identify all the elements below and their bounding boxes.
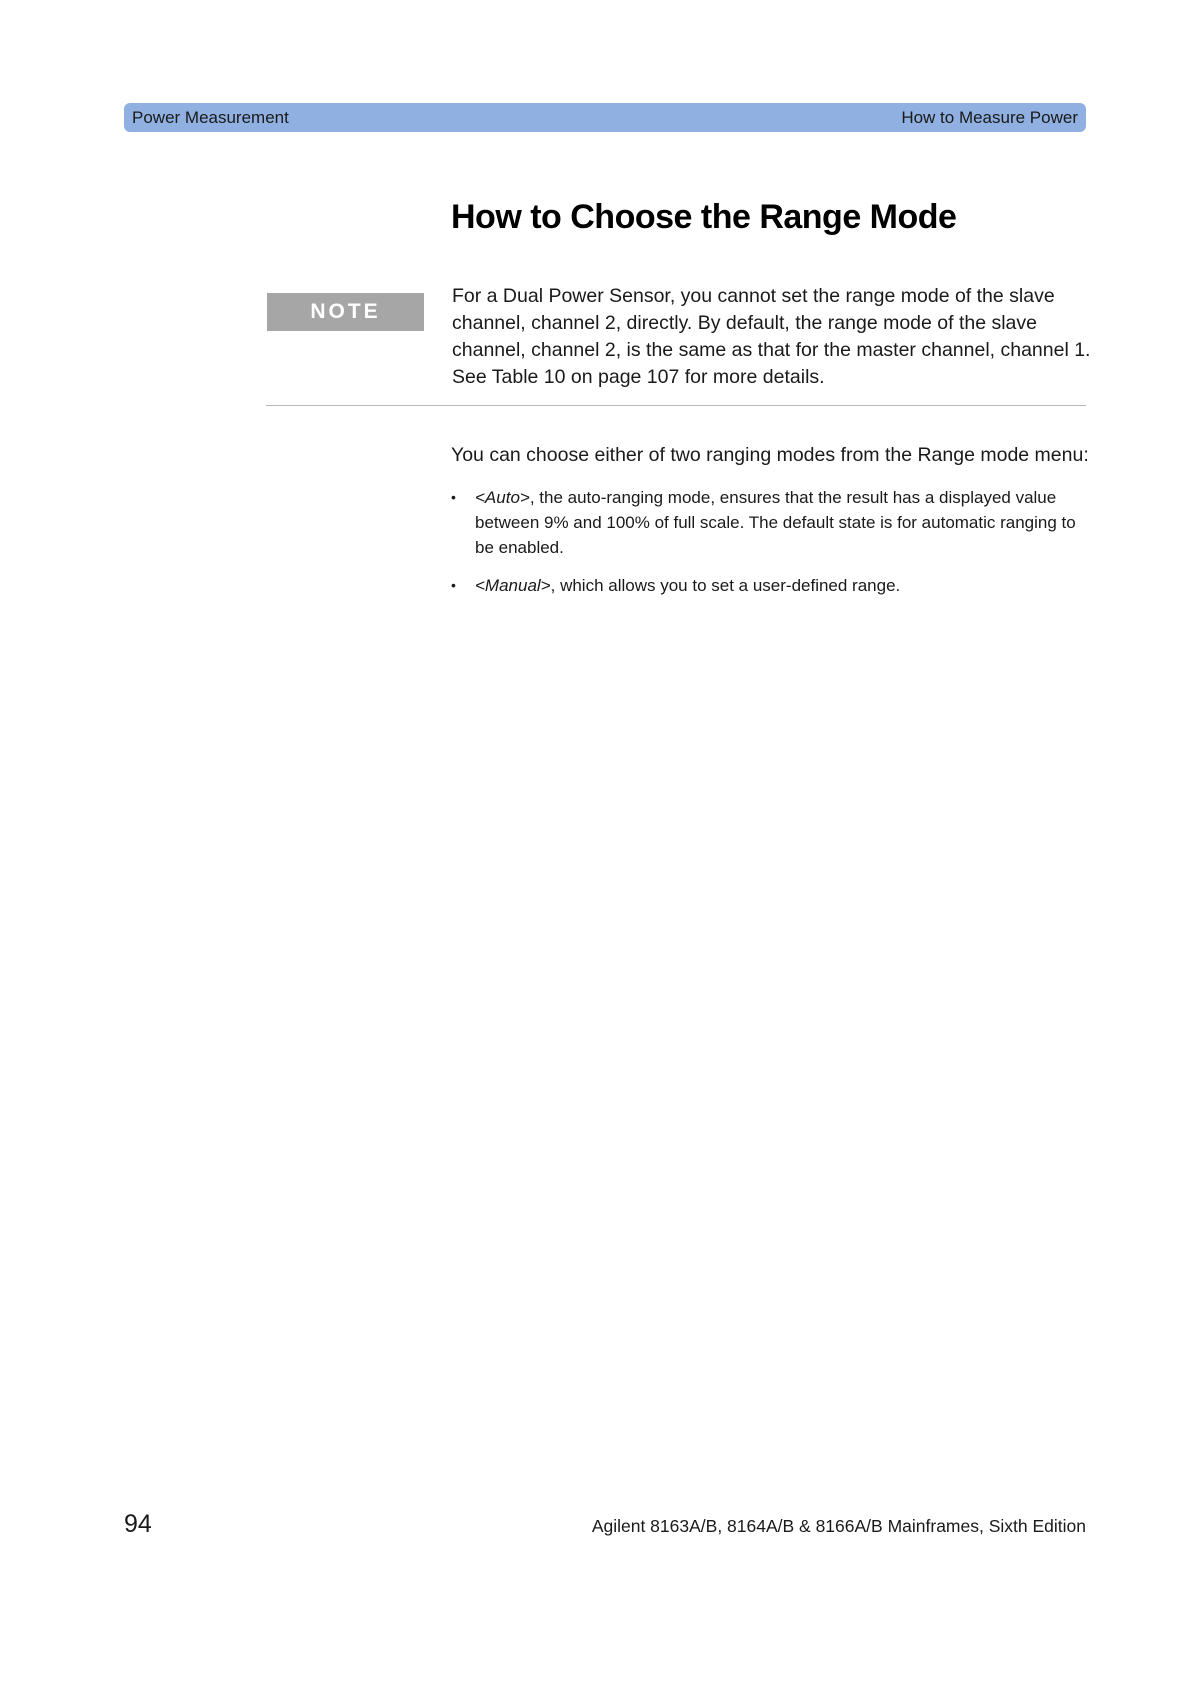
manual-mode-term: <Manual> (475, 576, 551, 595)
bullet-icon: • (451, 577, 456, 593)
page-number: 94 (124, 1510, 152, 1538)
manual-mode-description: , which allows you to set a user-defined range. (550, 576, 901, 595)
auto-mode-description: , the auto-ranging mode, ensures that the result has a displayed value between 9% and 100% of full scale. The default state is for automatic ranging to be enabled. (475, 488, 1076, 557)
bullet-icon: • (451, 489, 456, 505)
list-item (451, 573, 1091, 598)
note-label: NOTE (267, 293, 424, 331)
page-title: How to Choose the Range Mode (451, 198, 957, 236)
running-header (124, 103, 1086, 132)
range-mode-list (451, 485, 1091, 611)
footer-document-title: Agilent 8163A/B, 8164A/B & 8166A/B Mainframes, Sixth Edition (591, 1516, 1086, 1536)
auto-mode-term: <Auto> (475, 488, 530, 507)
note-text: For a Dual Power Sensor, you cannot set the range mode of the slave channel, channel 2, directly. By default, the range mode of the slave channel, channel 2, is the same as that for the master channel, channel 1. See Table 10 on page 107 for more details. (452, 285, 1091, 388)
note-divider (266, 405, 1086, 406)
header-chapter-label: How to Measure Power (901, 107, 1078, 127)
header-section-label: Power Measurement (132, 107, 289, 127)
intro-paragraph: You can choose either of two ranging modes from the Range mode menu: (451, 444, 1089, 466)
list-item (451, 485, 1091, 560)
